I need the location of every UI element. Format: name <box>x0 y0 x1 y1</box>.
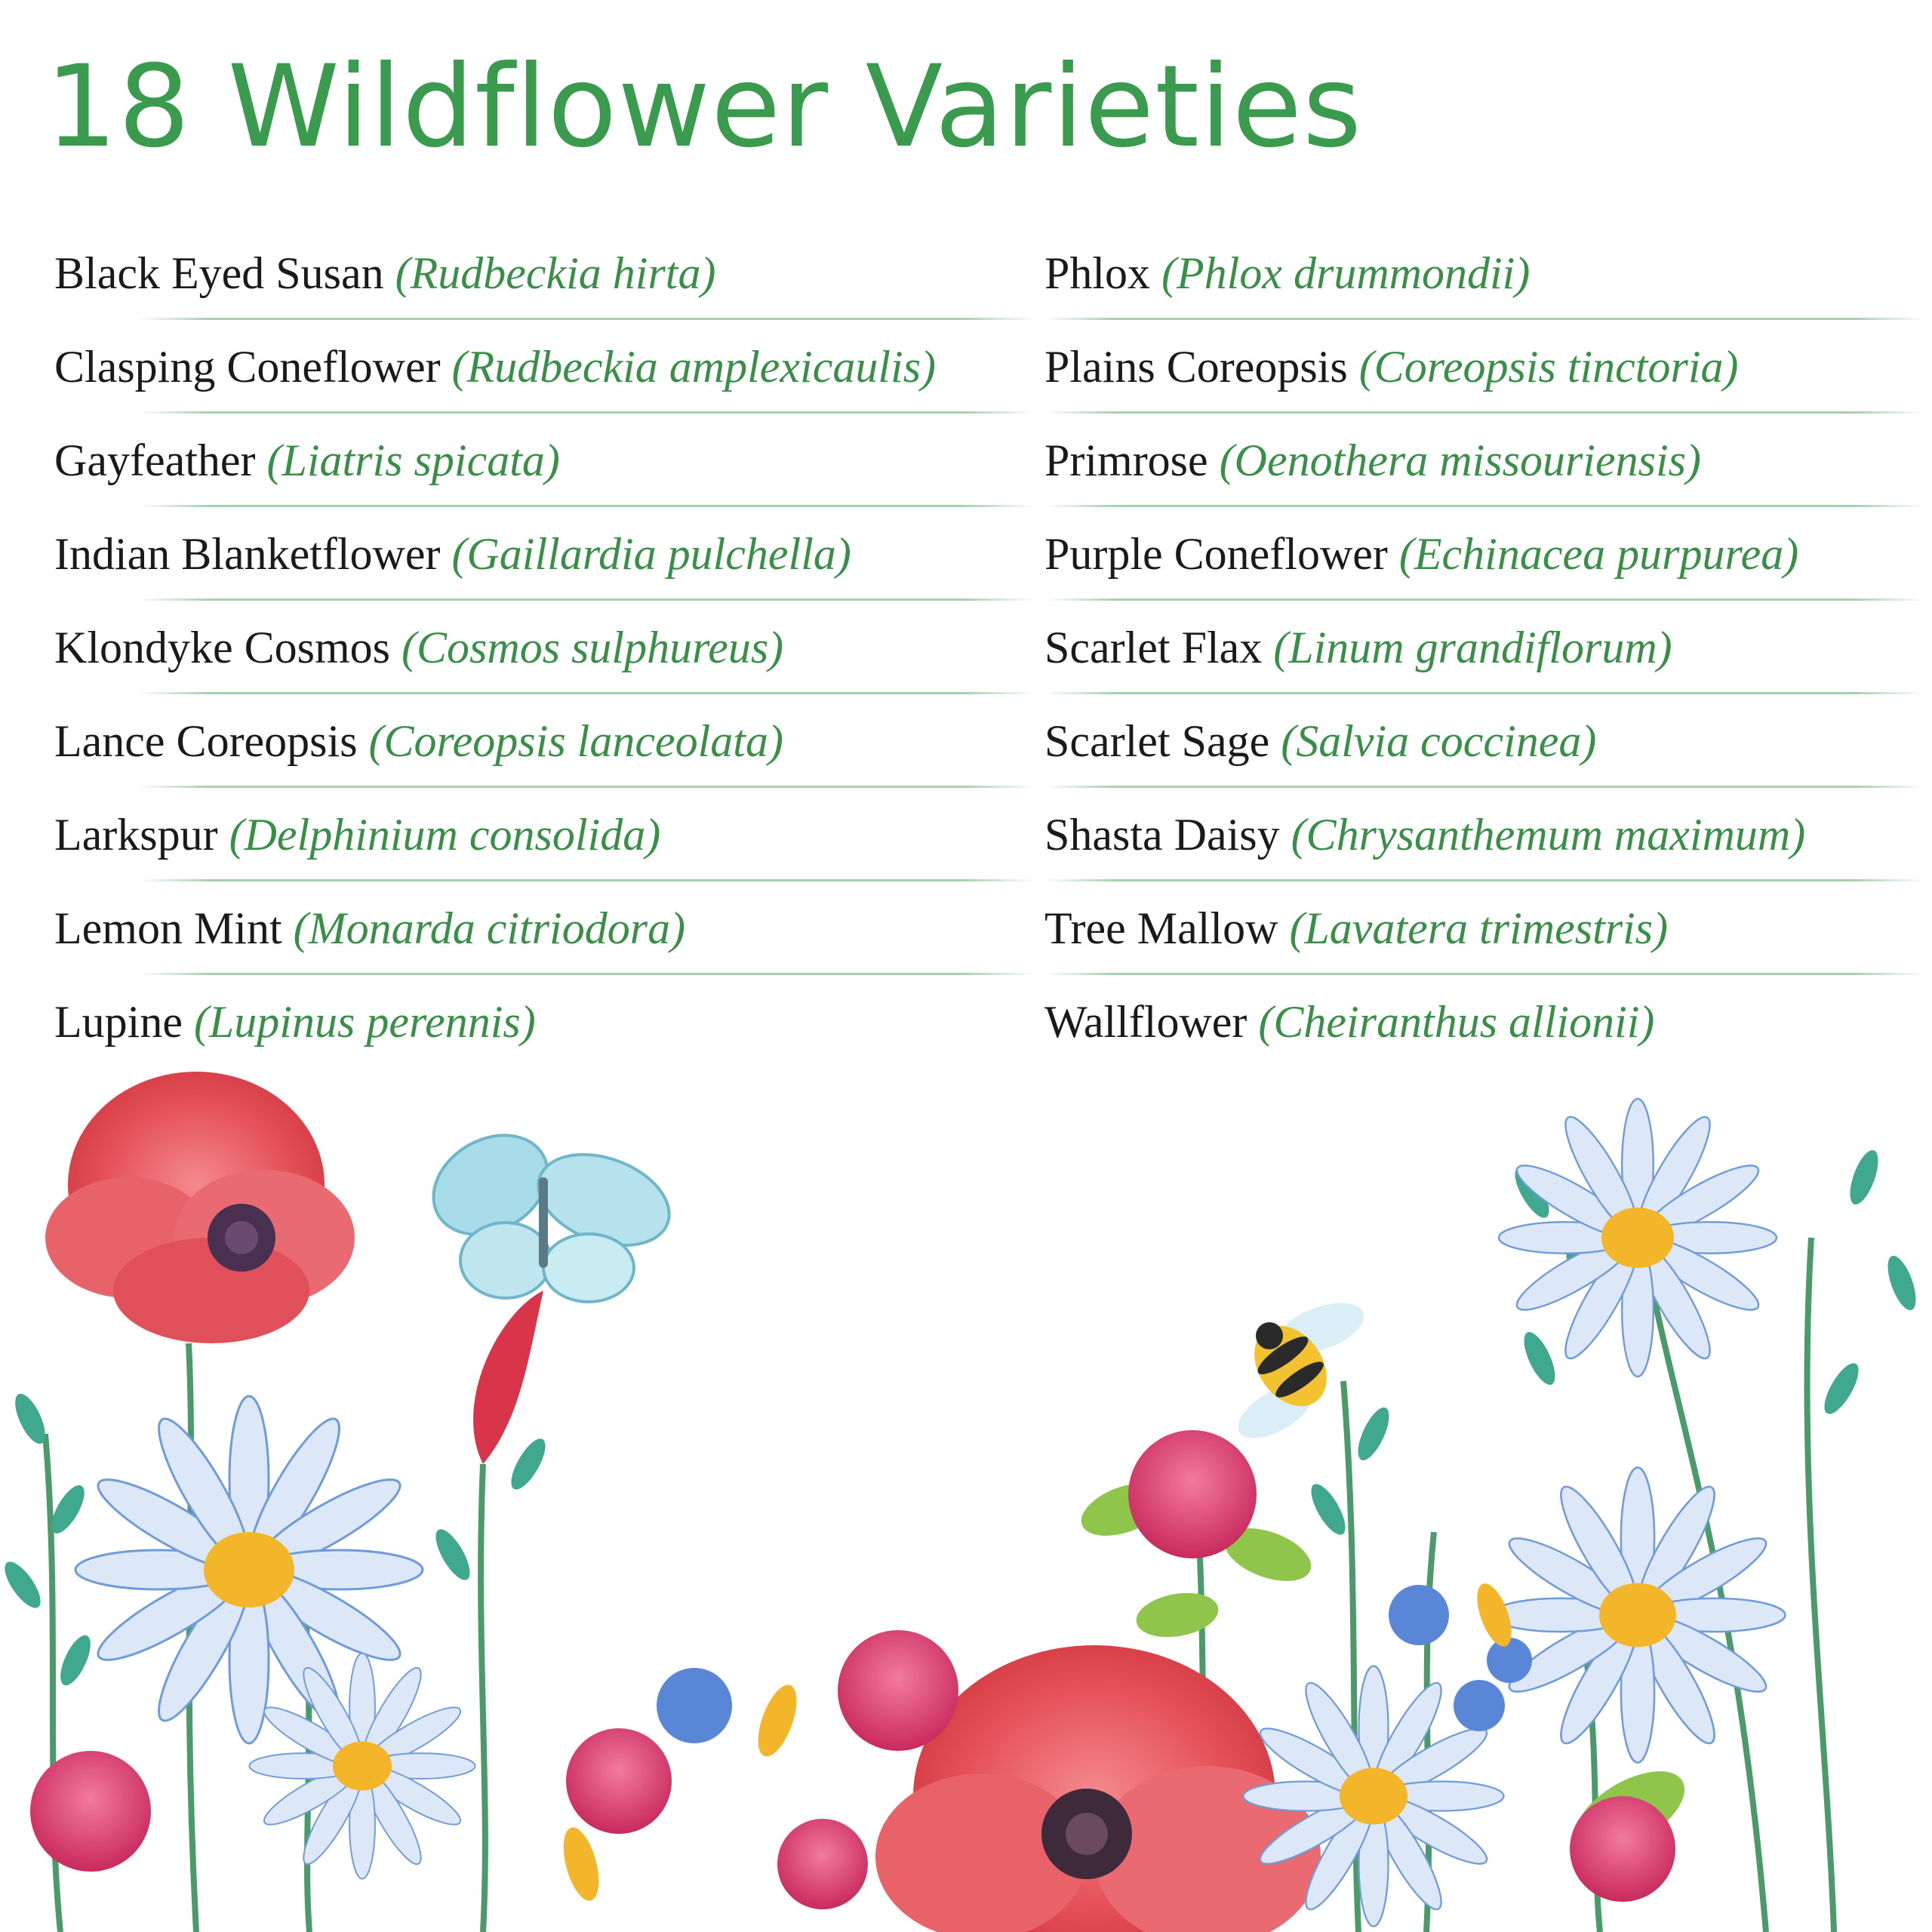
common-name: Purple Coneflower <box>1044 529 1388 579</box>
scientific-name: (Salvia coccinea) <box>1281 716 1597 766</box>
common-name: Primrose <box>1044 435 1208 485</box>
list-item <box>54 320 1035 414</box>
list-item <box>54 507 1035 601</box>
common-name: Scarlet Flax <box>1044 623 1263 672</box>
common-name: Indian Blanketflower <box>54 529 441 579</box>
scientific-name: (Rudbeckia hirta) <box>395 248 716 298</box>
common-name: Plains Coreopsis <box>1044 342 1348 392</box>
common-name: Phlox <box>1044 248 1151 298</box>
scientific-name: (Lavatera trimestris) <box>1289 903 1669 953</box>
wildflower-illustration <box>0 1041 1932 1932</box>
list-item <box>1044 788 1902 881</box>
list-item <box>54 414 1035 507</box>
scientific-name: (Lupinus perennis) <box>193 997 536 1047</box>
butterfly-icon <box>416 1115 682 1302</box>
scientific-name: (Delphinium consolida) <box>229 810 661 860</box>
scientific-name: (Cosmos sulphureus) <box>401 623 784 672</box>
poppy-icon <box>45 1072 355 1343</box>
daisy-icon <box>1499 1099 1777 1377</box>
list-item <box>1044 881 1902 975</box>
scientific-name: (Rudbeckia amplexicaulis) <box>451 342 937 392</box>
common-name: Scarlet Sage <box>1044 716 1270 766</box>
scientific-name: (Liatris spicata) <box>266 435 560 485</box>
scientific-name: (Linum grandiflorum) <box>1273 623 1672 672</box>
common-name: Lance Coreopsis <box>54 716 358 766</box>
page-title: 18 Wildflower Varieties <box>45 42 1363 173</box>
right-variety-list <box>1044 226 1902 1069</box>
list-item <box>54 601 1035 694</box>
common-name: Shasta Daisy <box>1044 810 1280 860</box>
scientific-name: (Gaillardia pulchella) <box>451 529 851 579</box>
scientific-name: (Echinacea purpurea) <box>1398 529 1799 579</box>
list-item <box>1044 320 1902 414</box>
list-item <box>1044 414 1902 507</box>
common-name: Gayfeather <box>54 435 256 485</box>
list-item <box>1044 694 1902 788</box>
common-name: Clasping Coneflower <box>54 342 441 392</box>
scientific-name: (Oenothera missouriensis) <box>1219 435 1701 485</box>
daisy-icon <box>250 1654 475 1879</box>
common-name: Lupine <box>54 997 183 1047</box>
scientific-name: (Coreopsis tinctoria) <box>1358 342 1739 392</box>
common-name: Black Eyed Susan <box>54 248 384 298</box>
common-name: Lemon Mint <box>54 903 282 953</box>
list-item <box>1044 507 1902 601</box>
common-name: Klondyke Cosmos <box>54 623 391 672</box>
scientific-name: (Phlox drummondii) <box>1161 248 1531 298</box>
list-item <box>1044 226 1902 320</box>
scientific-name: (Chrysanthemum maximum) <box>1291 810 1806 860</box>
list-item <box>1044 601 1902 694</box>
bud-icon <box>473 1291 543 1464</box>
scientific-name: (Coreopsis lanceolata) <box>368 716 783 766</box>
scientific-name: (Monarda citriodora) <box>293 903 686 953</box>
scientific-name: (Cheiranthus allionii) <box>1258 997 1655 1047</box>
common-name: Larkspur <box>54 810 218 860</box>
list-item <box>54 694 1035 788</box>
list-item <box>54 226 1035 320</box>
common-name: Tree Mallow <box>1044 903 1278 953</box>
common-name: Wallflower <box>1044 997 1247 1047</box>
list-item <box>54 788 1035 881</box>
left-variety-list <box>54 226 1035 1069</box>
list-item <box>54 881 1035 975</box>
